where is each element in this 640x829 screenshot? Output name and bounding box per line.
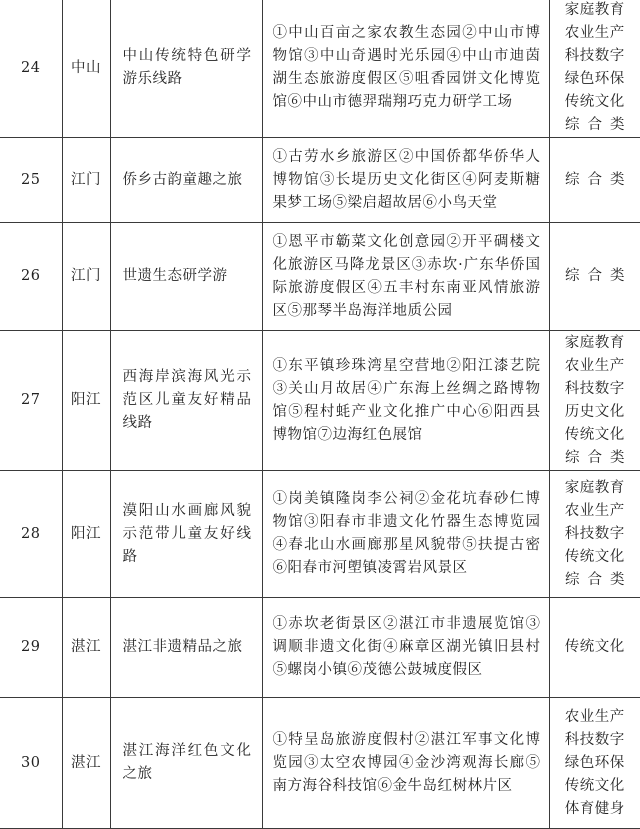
category-label: 科技数字 [554,523,637,546]
route-category [549,471,640,598]
route-category [549,698,640,829]
route-name: 西海岸滨海风光示范区儿童友好精品线路 [110,331,262,471]
category-label: 传统文化 [554,775,637,798]
route-sites: ①恩平市簕菜文化创意园②开平碉楼文化旅游区马降龙景区③赤坎·广东华侨国际旅游度假区④五丰村东南亚风情旅游区⑤那琴半岛海洋地质公园 [262,223,549,331]
category-label: 综合类 [554,169,640,192]
category-label: 农业生产 [554,706,637,729]
route-category [549,598,640,698]
category-label: 农业生产 [554,22,637,45]
route-name: 世遗生态研学游 [110,223,262,331]
category-label: 综合类 [554,569,640,592]
route-sites: ①东平镇珍珠湾星空营地②阳江漆艺院③关山月故居④广东海上丝绸之路博物馆⑤程村蚝产业文化推广中心⑥阳西县博物馆⑦边海红色展馆 [262,331,549,471]
row-city: 中山 [62,0,110,138]
route-name: 湛江海洋红色文化之旅 [110,698,262,829]
row-city: 江门 [62,138,110,223]
category-label: 科技数字 [554,45,637,68]
route-sites: ①古劳水乡旅游区②中国侨都华侨华人博物馆③长堤历史文化街区④阿麦斯糖果梦工场⑤梁启超故居⑥小鸟天堂 [262,138,549,223]
route-sites: ①中山百亩之家农教生态园②中山市博物馆③中山奇遇时光乐园④中山市迪茵湖生态旅游度假区⑤咀香园饼文化博览馆⑥中山市德羿瑞翔巧克力研学工场 [262,0,549,138]
table-row [0,698,640,829]
row-city: 阳江 [62,331,110,471]
table-row [0,223,640,331]
row-number: 24 [0,0,62,138]
route-category [549,223,640,331]
category-label: 绿色环保 [554,68,637,91]
category-label: 农业生产 [554,355,637,378]
row-city: 湛江 [62,698,110,829]
category-label: 历史文化 [554,401,637,424]
row-number: 29 [0,598,62,698]
category-label: 传统文化 [554,636,637,659]
route-name: 侨乡古韵童趣之旅 [110,138,262,223]
route-category [549,0,640,138]
route-sites: ①赤坎老街景区②湛江市非遗展览馆③调顺非遗文化街④麻章区湖光镇旧县村⑤螺岗小镇⑥茂德公鼓城度假区 [262,598,549,698]
category-label: 农业生产 [554,500,637,523]
row-city: 阳江 [62,471,110,598]
table-row [0,0,640,138]
category-label: 科技数字 [554,729,637,752]
category-label: 综合类 [554,447,640,470]
category-label: 绿色环保 [554,752,637,775]
row-number: 30 [0,698,62,829]
route-name: 漠阳山水画廊风貌示范带儿童友好线路 [110,471,262,598]
row-number: 27 [0,331,62,471]
table-row [0,138,640,223]
row-number: 28 [0,471,62,598]
route-category [549,331,640,471]
category-label: 传统文化 [554,546,637,569]
row-number: 25 [0,138,62,223]
row-city: 江门 [62,223,110,331]
row-city: 湛江 [62,598,110,698]
table-row [0,331,640,471]
route-sites: ①特呈岛旅游度假村②湛江军事文化博览园③太空农博园④金沙湾观海长廊⑤南方海谷科技馆⑥金牛岛红树林片区 [262,698,549,829]
category-label: 综合类 [554,265,640,288]
row-number: 26 [0,223,62,331]
category-label: 综合类 [554,114,640,137]
category-label: 家庭教育 [554,332,637,355]
table-row [0,598,640,698]
category-label: 传统文化 [554,91,637,114]
category-label: 体育健身 [554,798,637,821]
route-name: 湛江非遗精品之旅 [110,598,262,698]
category-label: 科技数字 [554,378,637,401]
category-label: 家庭教育 [554,0,637,22]
route-name: 中山传统特色研学游乐线路 [110,0,262,138]
table-row [0,471,640,598]
category-label: 家庭教育 [554,477,637,500]
category-label: 传统文化 [554,424,637,447]
route-sites: ①岗美镇隆岗李公祠②金花坑春砂仁博物馆③阳春市非遗文化竹器生态博览园④春北山水画廊那星风貌带⑤扶提古密⑥阳春市河塱镇凌霄岩风景区 [262,471,549,598]
route-category [549,138,640,223]
